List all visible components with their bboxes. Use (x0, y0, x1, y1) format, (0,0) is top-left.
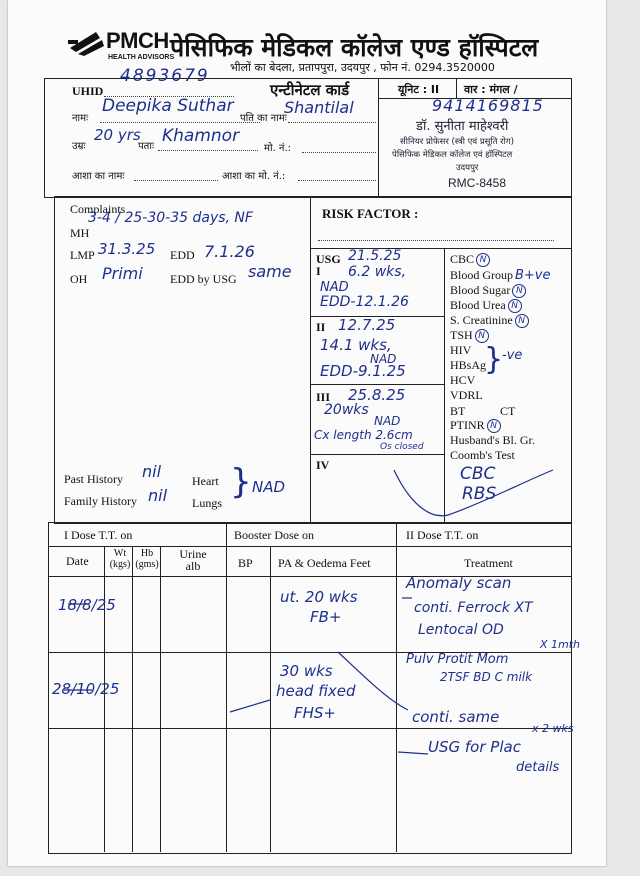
edd-value: 7.1.26 (204, 242, 255, 261)
card-title: एन्टीनेटल कार्ड (270, 81, 350, 99)
edd-usg-value: same (248, 262, 292, 281)
usg-ii-line3: EDD-9.1.25 (320, 362, 406, 380)
visit2-pa-line2: head fixed (276, 682, 356, 700)
usg-i-date: 21.5.25 (348, 248, 402, 264)
lab-vdrl: VDRL (450, 388, 483, 402)
visit2-treatment4: x 2 wks (532, 722, 574, 735)
normal-mark: N (475, 329, 489, 343)
usg-ii-line1: 14.1 wks, (320, 336, 392, 354)
visit2-pa-line1: 30 wks (280, 662, 333, 680)
visit2-pa-line3: FHS+ (294, 704, 336, 722)
visit1-date: 18/8/25 (58, 596, 116, 614)
normal-mark: N (476, 253, 490, 267)
visit1-pa-line2: FB+ (310, 608, 342, 626)
lab-blood-group-label: Blood Group (450, 268, 513, 282)
visit2-treatment5: USG for Plac (428, 738, 521, 756)
col-wt: Wt (kgs) (109, 548, 131, 570)
dose1-label: I Dose T.T. on (64, 528, 133, 542)
oh-label: OH (70, 272, 88, 286)
lab-extra-rbs: RBS (462, 484, 497, 504)
asha-mobile-label: आशा का मो. नं.: (222, 171, 286, 182)
doctor-name: डॉ. सुनीता माहेश्वरी (416, 119, 509, 134)
lab-extra-cbc: CBC (460, 464, 496, 484)
col-treatment: Treatment (464, 556, 513, 570)
visit1-treatment4: X 1mth (540, 638, 581, 651)
doctor-phone: 9414169815 (432, 96, 544, 115)
usg-i-line1: 6.2 wks, (348, 264, 407, 280)
day-label: वार : मंगल / (464, 83, 518, 96)
hospital-address: भीलों का बेदला, प्रतापपुरा, उदयपुर , फोन नं. 0294.3520000 (230, 61, 495, 74)
usg-iii-line4: Os closed (380, 442, 424, 452)
asha-label: आशा का नामः (72, 171, 125, 182)
usg-iii-date: 25.8.25 (348, 386, 406, 404)
lab-bt: BT (450, 404, 466, 418)
normal-mark: N (515, 314, 529, 328)
lab-ptinr-label: PTINR (450, 418, 485, 432)
col-urine: Urine alb (179, 547, 207, 573)
usg-iii-label: III (316, 390, 331, 404)
visit2-treatment1: Pulv Protit Mom (406, 652, 509, 667)
brand-name: PMCH (106, 28, 169, 53)
visit1-treatment1: Anomaly scan (406, 574, 512, 592)
usg-ii-line2: NAD (370, 352, 397, 366)
husband-label: पति का नामः (240, 113, 287, 124)
doctor-reg: RMC-8458 (448, 176, 507, 190)
visit2-date: 28/10/25 (52, 680, 120, 698)
viral-value: -ve (502, 348, 523, 363)
risk-factor-label: RISK FACTOR : (322, 206, 419, 221)
address-value: Khamnor (162, 126, 240, 146)
usg-i-line2: NAD (320, 280, 349, 295)
usg-iii-line1: 20wks (324, 402, 369, 418)
past-history-value: nil (142, 462, 162, 481)
uhid-value: 4893679 (120, 66, 210, 86)
patient-name: Deepika Suthar (102, 96, 234, 116)
blood-group-value: B+ve (515, 268, 551, 283)
lab-husband-bg: Husband's Bl. Gr. (450, 433, 535, 447)
family-history-value: nil (148, 486, 168, 505)
visit1-pa-line1: ut. 20 wks (280, 588, 358, 606)
lmp-label: LMP (70, 248, 95, 262)
normal-mark: N (487, 419, 501, 433)
lab-cbc-label: CBC (450, 252, 475, 266)
heart-label: Heart (192, 474, 219, 488)
col-hb: Hb (gms) (135, 548, 159, 570)
heart-lungs-brace: } (230, 462, 252, 502)
complaints-label: Complaints (70, 202, 126, 216)
lab-creatinine-label: S. Creatinine (450, 313, 513, 327)
visit1-treatment3: Lentocal OD (418, 622, 504, 638)
col-date: Date (66, 554, 89, 568)
booster-label: Booster Dose on (234, 528, 314, 542)
doctor-designation: सीनियर प्रोफेसर (स्त्री एवं प्रसूति रोग) (400, 137, 514, 147)
lab-tsh-label: TSH (450, 328, 473, 342)
brand-subtitle: HEALTH ADVISORS (108, 54, 175, 61)
lab-hbsag: HBsAg (450, 358, 487, 372)
oh-value: Primi (102, 264, 143, 283)
usg-i-label: I (316, 264, 321, 278)
mobile-label: मो. नं.: (264, 143, 292, 154)
lab-hiv: HIV (450, 343, 472, 357)
normal-mark: N (512, 284, 526, 298)
hospital-name: पेसिफिक मेडिकल कॉलेज एण्ड हॉस्पिटल (170, 33, 539, 62)
age-value: 20 yrs (94, 126, 141, 144)
usg-iii-line2: NAD (374, 414, 401, 428)
past-history-label: Past History (64, 472, 124, 486)
name-label: नामः (72, 113, 89, 124)
heart-lungs-value: NAD (252, 478, 286, 496)
pen-strokes (8, 0, 606, 866)
lab-hcv: HCV (450, 373, 476, 387)
usg-ii-label: II (316, 320, 326, 334)
lab-blood-sugar-label: Blood Sugar (450, 283, 511, 297)
lab-blood-urea-label: Blood Urea (450, 298, 506, 312)
col-bp: BP (238, 556, 253, 570)
uhid-label: UHID (72, 84, 104, 98)
lungs-label: Lungs (192, 496, 222, 510)
usg-ii-date: 12.7.25 (338, 316, 396, 334)
edd-label: EDD (170, 248, 195, 262)
unit-label: यूनिट : II (398, 83, 440, 96)
family-history-label: Family History (64, 494, 138, 508)
visit2-treatment6: details (516, 760, 560, 775)
usg-i-line3: EDD-12.1.26 (320, 294, 409, 310)
visit2-treatment3: conti. same (412, 708, 500, 726)
visit1-treatment2: conti. Ferrock XT (414, 600, 533, 616)
doctor-city: उदयपुर (456, 163, 479, 173)
lmp-value: 31.3.25 (98, 240, 156, 258)
usg-iii-line3: Cx length 2.6cm (314, 428, 413, 442)
doctor-college: पेसिफिक मेडिकल कॉलेज एवं हॉस्पिटल (392, 150, 513, 160)
lab-ct: CT (500, 404, 516, 418)
mh-label: MH (70, 226, 90, 240)
age-label: उम्रः (72, 141, 86, 152)
usg-iv-label: IV (316, 458, 330, 472)
visit2-treatment2: 2TSF BD C milk (440, 670, 533, 684)
normal-mark: N (508, 299, 522, 313)
antenatal-card (8, 0, 606, 866)
edd-usg-label: EDD by USG (170, 272, 237, 286)
dose2-label: II Dose T.T. on (406, 528, 479, 542)
husband-name: Shantilal (284, 98, 354, 117)
lab-coombs: Coomb's Test (450, 448, 515, 462)
address-label: पताः (138, 141, 154, 152)
col-pa: PA & Oedema Feet (278, 556, 371, 570)
viral-brace: } (484, 342, 504, 377)
mh-value: 3-4 / 25-30-35 days, NF (88, 210, 253, 226)
usg-label: USG (316, 252, 341, 266)
